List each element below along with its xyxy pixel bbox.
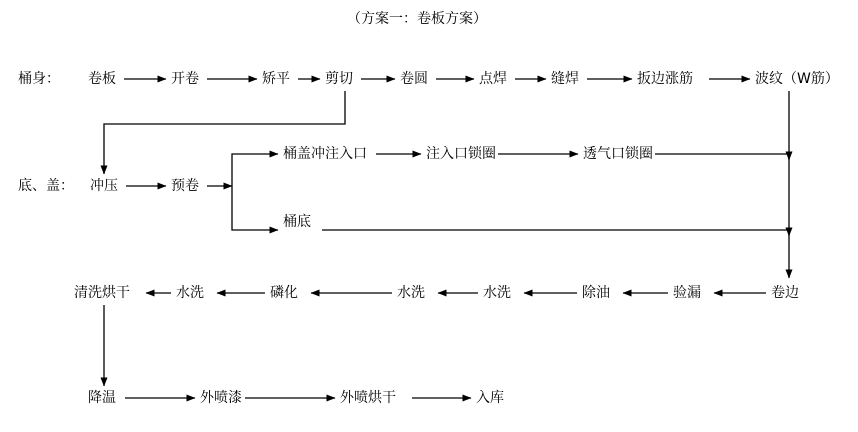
node-shuixi-2: 水洗	[483, 285, 511, 301]
node-jianqie: 剪切	[325, 71, 353, 87]
node-waipenqi: 外喷漆	[200, 390, 242, 406]
node-chuyou: 除油	[582, 285, 610, 301]
node-tongdi: 桶底	[283, 214, 311, 230]
node-jiangwen: 降温	[88, 390, 116, 406]
diagram-title: （方案一：卷板方案）	[347, 11, 487, 27]
node-kaijuan: 开卷	[171, 71, 199, 87]
node-touqikou-suoquan: 透气口锁圈	[583, 146, 653, 162]
node-bowen: 波纹（W筋）	[755, 71, 839, 87]
node-fenghan: 缝焊	[551, 71, 579, 87]
node-dianhan: 点焊	[479, 71, 507, 87]
node-jiaoping: 矫平	[262, 71, 290, 87]
row-label-barrel-body: 桶身：	[18, 71, 60, 87]
node-juanban: 卷板	[88, 71, 116, 87]
node-juanyuan: 卷圆	[400, 71, 428, 87]
node-linhua: 磷化	[270, 285, 298, 301]
node-qingxi-honggan: 清洗烘干	[74, 285, 130, 301]
node-zhurukou-suoquan: 注入口锁圈	[426, 146, 496, 162]
node-shuixi-1: 水洗	[176, 285, 204, 301]
node-banbianzhangjin: 扳边涨筋	[637, 71, 693, 87]
node-juanbian: 卷边	[771, 285, 799, 301]
node-waipen-honggan: 外喷烘干	[340, 390, 396, 406]
row-label-bottom-lid: 底、盖：	[18, 178, 74, 194]
node-ruku: 入库	[476, 390, 504, 406]
node-tonggai-chongzhurukou: 桶盖冲注入口	[283, 146, 367, 162]
node-yanlou: 验漏	[673, 285, 701, 301]
node-yujuan: 预卷	[171, 178, 199, 194]
node-chongya: 冲压	[90, 178, 118, 194]
node-shuixi-3: 水洗	[397, 285, 425, 301]
